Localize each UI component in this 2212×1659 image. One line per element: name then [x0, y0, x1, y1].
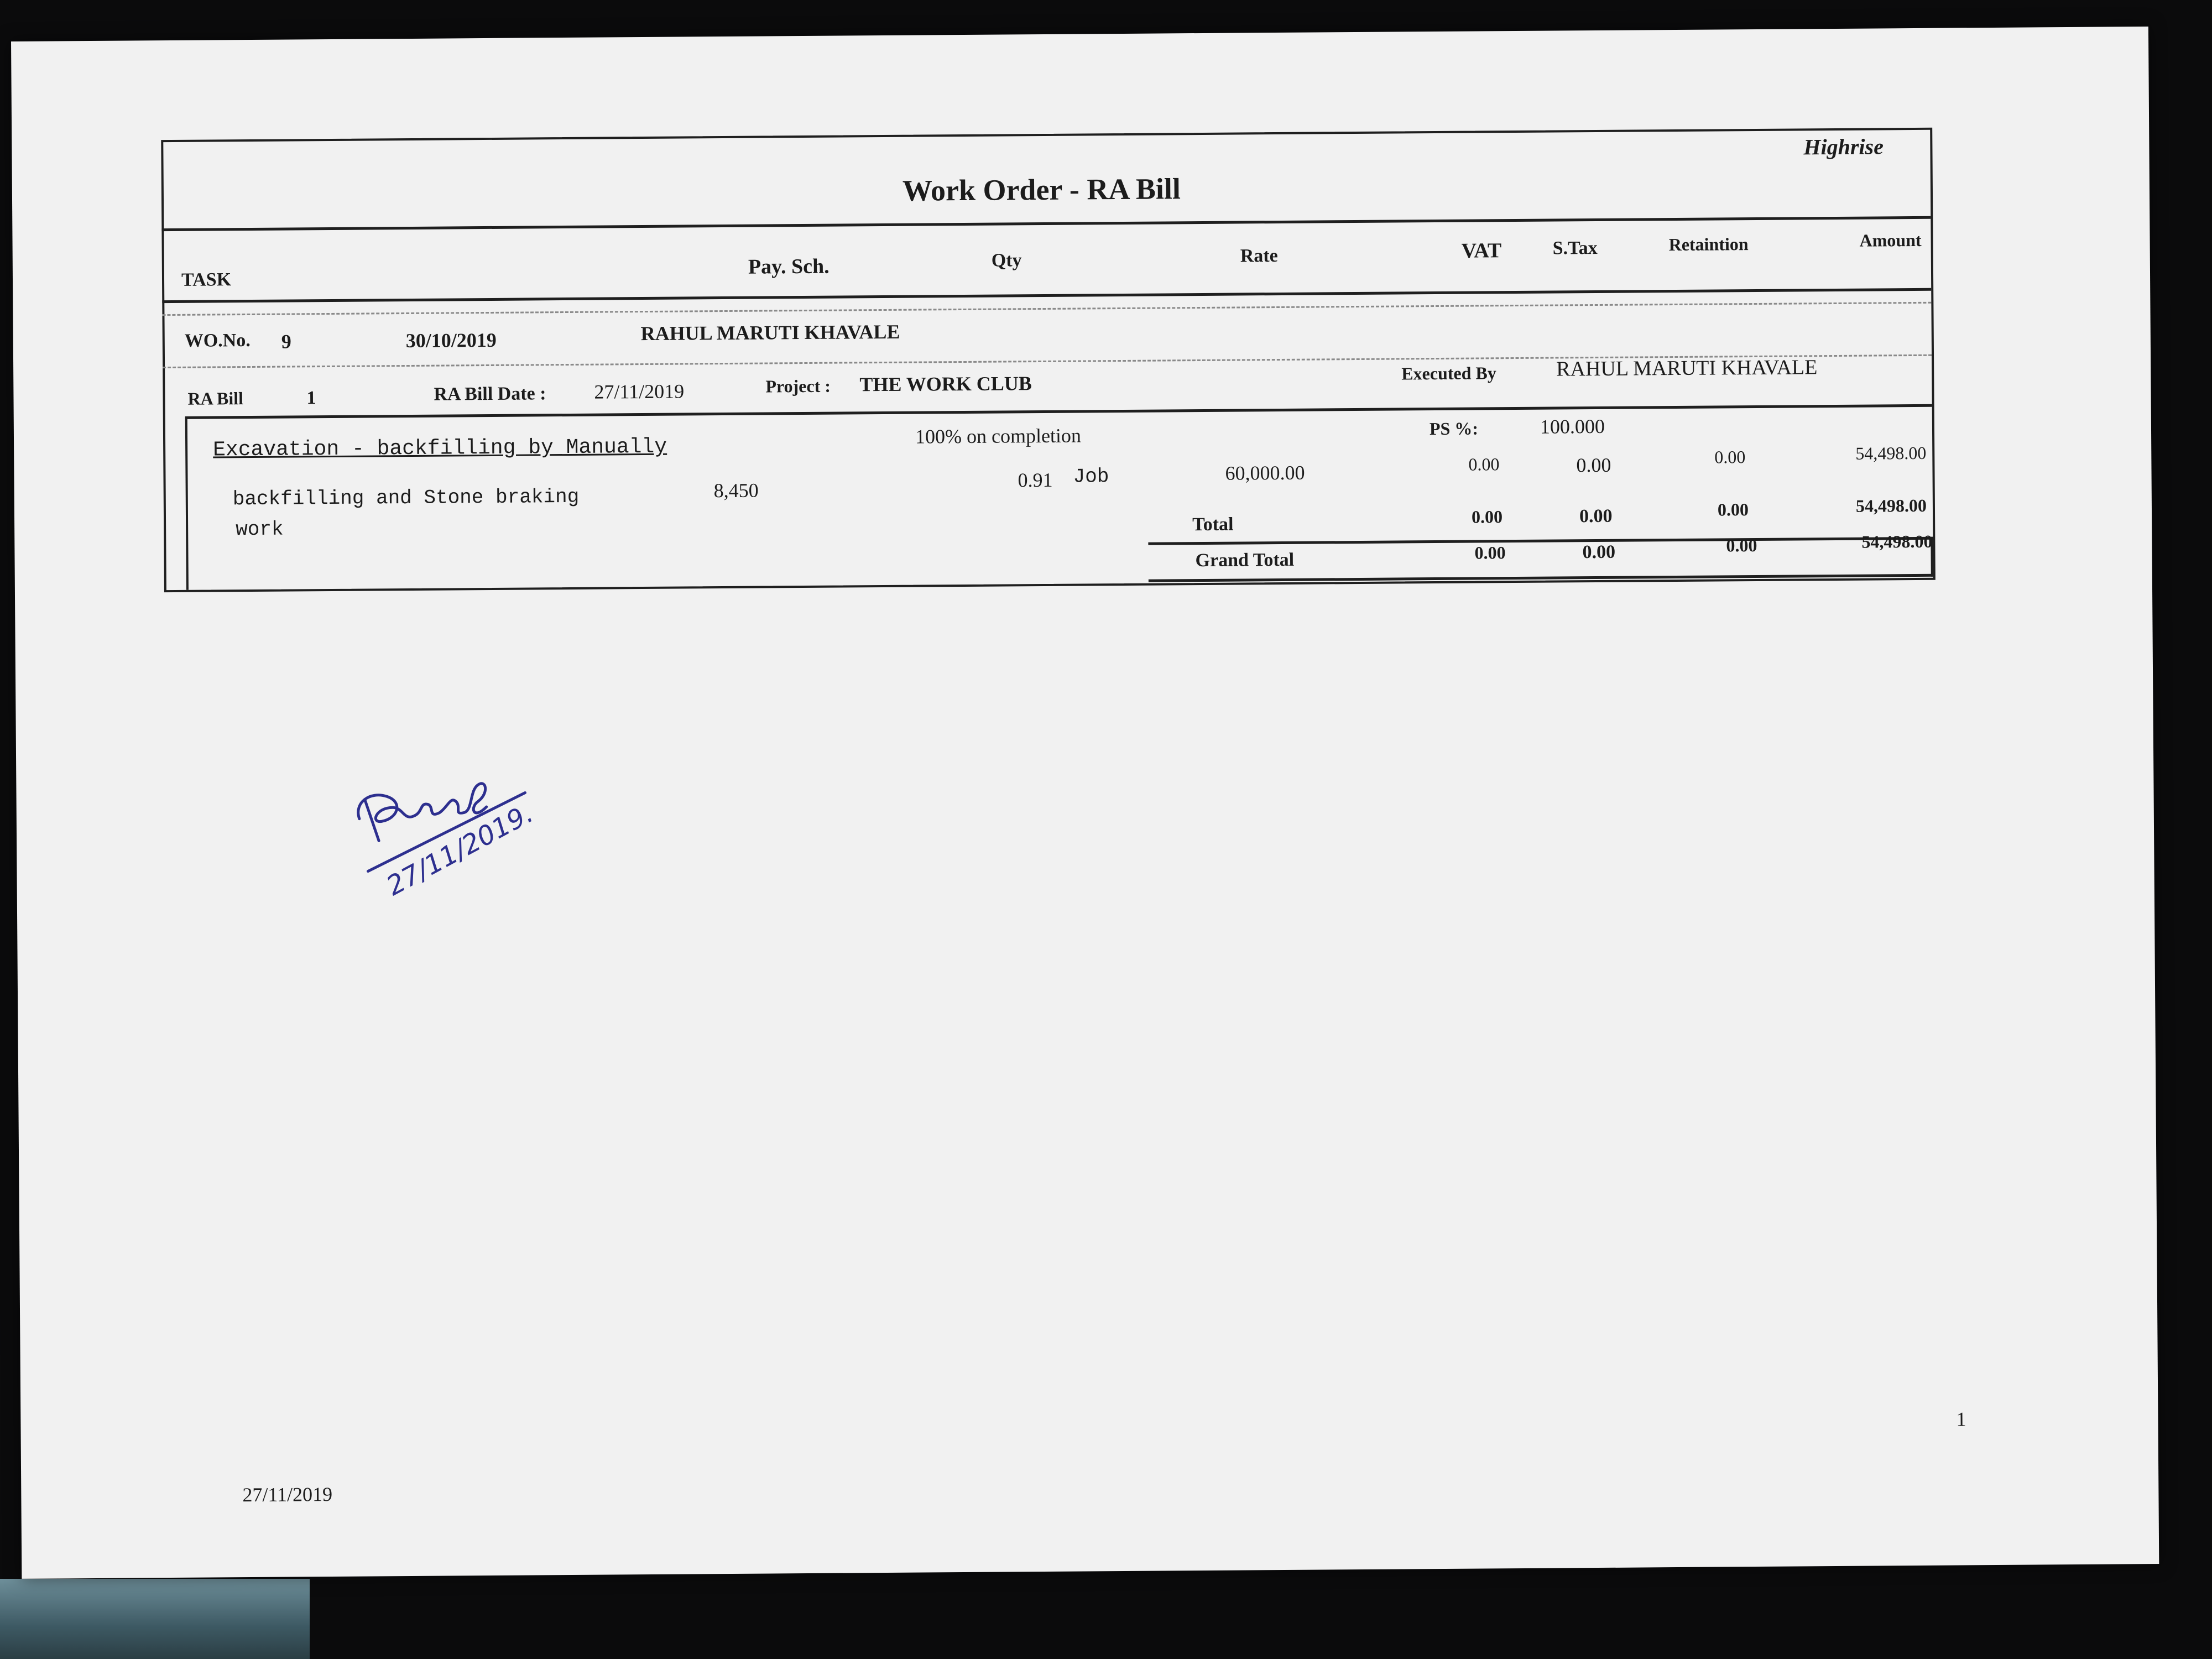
col-retention: Retaintion — [1668, 234, 1749, 255]
item-description-line2: work — [236, 518, 284, 541]
ps-label: PS %: — [1429, 418, 1479, 439]
item-task: Excavation - backfilling by Manually — [213, 435, 667, 462]
executed-by-label: Executed By — [1401, 363, 1496, 384]
total-retention: 0.00 — [1717, 499, 1749, 520]
col-qty: Qty — [991, 250, 1022, 271]
item-retention: 0.00 — [1714, 447, 1746, 467]
footer-date: 27/11/2019 — [242, 1483, 333, 1506]
col-amount: Amount — [1859, 229, 1922, 251]
page-number: 1 — [1956, 1408, 1966, 1431]
project-label: Project : — [765, 375, 831, 397]
grand-total-label: Grand Total — [1195, 549, 1295, 571]
total-label: Total — [1192, 514, 1234, 535]
signature-date: 27/11/2019. — [381, 797, 539, 902]
item-qty: 0.91 — [1018, 468, 1053, 492]
company-name: Highrise — [1803, 134, 1884, 160]
col-pay-sch: Pay. Sch. — [748, 254, 830, 279]
grand-total-amount: 54,498.00 — [1861, 531, 1933, 552]
col-vat: VAT — [1461, 239, 1502, 263]
background-object — [0, 1579, 310, 1659]
project-name: THE WORK CLUB — [859, 372, 1032, 396]
item-description-line1: backfilling and Stone braking — [232, 485, 580, 511]
col-task: TASK — [181, 269, 232, 290]
grand-total-vat: 0.00 — [1474, 542, 1506, 563]
total-amount: 54,498.00 — [1855, 495, 1927, 516]
executed-by-name: RAHUL MARUTI KHAVALE — [1556, 356, 1818, 381]
wo-contractor: RAHUL MARUTI KHAVALE — [640, 320, 900, 345]
item-unit: Job — [1073, 465, 1109, 488]
wo-date: 30/10/2019 — [405, 328, 497, 352]
handwritten-signature — [337, 723, 571, 924]
col-rate: Rate — [1240, 246, 1278, 267]
item-rate: 60,000.00 — [1225, 461, 1305, 484]
wo-label: WO.No. — [184, 330, 251, 351]
item-stax: 0.00 — [1576, 453, 1611, 477]
wo-number: 9 — [281, 330, 291, 353]
item-amount: 54,498.00 — [1855, 442, 1927, 463]
item-code: 8,450 — [713, 479, 759, 502]
grand-total-retention: 0.00 — [1726, 535, 1757, 556]
grand-total-stax: 0.00 — [1582, 541, 1616, 563]
total-stax: 0.00 — [1579, 505, 1613, 527]
col-stax: S.Tax — [1552, 237, 1598, 259]
ra-bill-date: 27/11/2019 — [594, 380, 685, 403]
ra-bill-label: RA Bill — [187, 388, 244, 409]
ps-value: 100.000 — [1540, 415, 1605, 438]
ra-bill-date-label: RA Bill Date : — [434, 383, 546, 405]
document-title: Work Order - RA Bill — [902, 172, 1181, 207]
total-vat: 0.00 — [1471, 507, 1503, 527]
item-vat: 0.00 — [1468, 454, 1500, 474]
ra-bill-number: 1 — [306, 388, 316, 409]
item-pay-sch: 100% on completion — [915, 424, 1082, 448]
ra-bill-document — [11, 27, 2159, 1579]
